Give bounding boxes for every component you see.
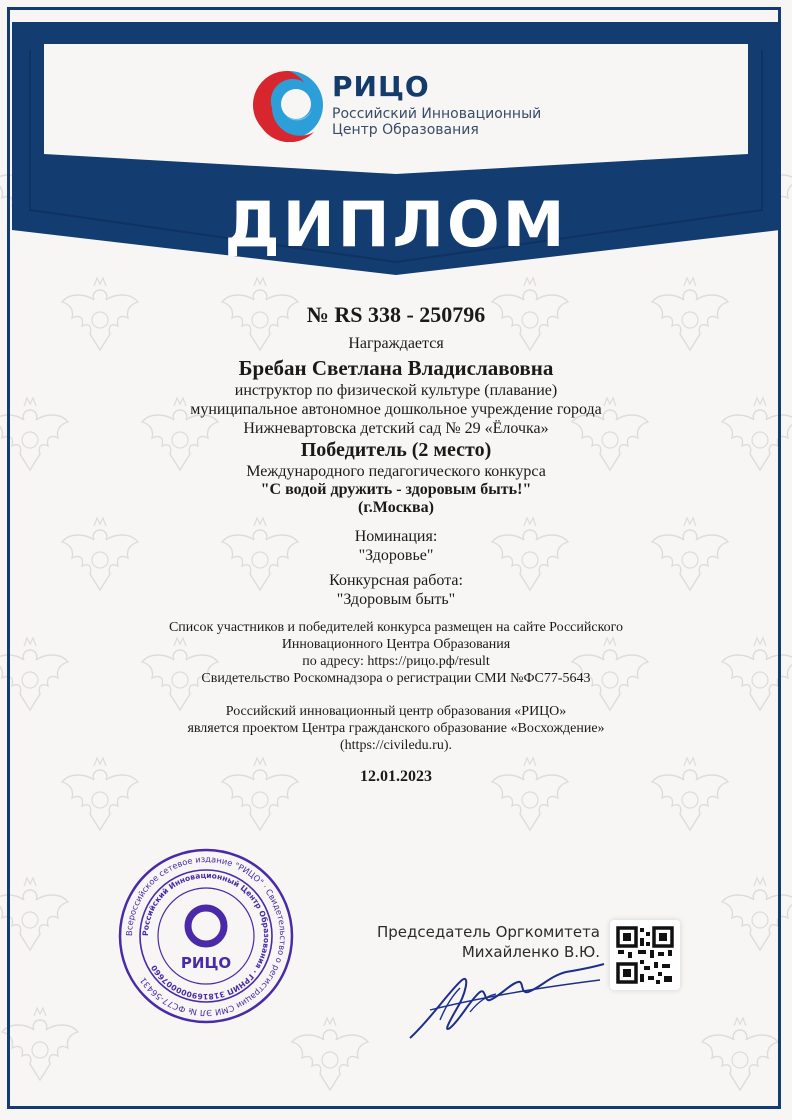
diploma-body <box>60 296 732 786</box>
project-line-2: является проектом Центра гражданского образование «Восхождение» <box>187 721 605 736</box>
document-title: ДИПЛОМ <box>224 188 568 261</box>
stamp-center-label: РИЦО <box>180 954 232 972</box>
project-line-1: Российский инновационный центр образования «РИЦО» <box>225 704 567 719</box>
info-line-4: Свидетельство Роскомнадзора о регистрации СМИ №ФС77-5643 <box>201 671 591 686</box>
nomination-label: Номинация: <box>354 528 438 545</box>
stamp-inner-text: Российский Инновационный Центр Образования · ГРНИП 318169000007660 <box>140 870 272 1002</box>
info-line-1: Список участников и победителей конкурса размещен на сайте Российского <box>168 620 624 635</box>
nomination-value: "Здоровье" <box>358 547 434 564</box>
work-value: "Здоровым быть" <box>336 591 456 608</box>
contest-city: (г.Москва) <box>358 499 434 516</box>
signatory-title: Председатель Оргкомитета <box>376 923 600 941</box>
organization-line-1: муниципальное автономное дошкольное учреждение города <box>190 401 602 418</box>
diploma-number: № RS 338 - 250796 <box>306 302 486 327</box>
qr-code[interactable] <box>610 920 680 990</box>
awarded-label: Награждается <box>348 335 444 352</box>
work-label: Конкурсная работа: <box>329 572 463 589</box>
logo-subtitle-line-2: Центр Образования <box>332 122 479 138</box>
place-award: Победитель (2 место) <box>300 439 492 461</box>
contest-type: Международного педагогического конкурса <box>246 463 546 480</box>
project-line-3: (https://civiledu.ru). <box>340 738 452 753</box>
info-line-2: Инновационного Центра Образования <box>281 637 511 652</box>
contest-name: "С водой дружить - здоровым быть!" <box>260 481 532 498</box>
stamp-outer-text: Всероссийское сетевое издание "РИЦО" · Свидетельство о регистрации СМИ ЭЛ № ФС77-56431 <box>123 853 289 1019</box>
info-line-3: по адресу: https://рицо.рф/result <box>302 654 490 669</box>
signatory-name: Михайленко В.Ю. <box>461 943 600 961</box>
logo-subtitle-line-1: Российский Инновационный <box>332 106 542 122</box>
recipient-position: инструктор по физической культуре (плавание) <box>234 382 558 399</box>
rico-logo-icon <box>252 68 326 142</box>
logo-title: РИЦО <box>332 70 430 103</box>
issue-date: 12.01.2023 <box>360 768 432 785</box>
handwritten-signature <box>400 950 620 1050</box>
qr-code-icon <box>610 920 680 990</box>
official-stamp <box>116 846 296 1026</box>
logo-subtitle <box>332 106 541 138</box>
organization-line-2: Нижневартовска детский сад № 29 «Ёлочка» <box>243 420 549 437</box>
recipient-name: Бребан Светлана Владиславовна <box>238 356 554 380</box>
stamp-logo-icon <box>188 908 224 944</box>
